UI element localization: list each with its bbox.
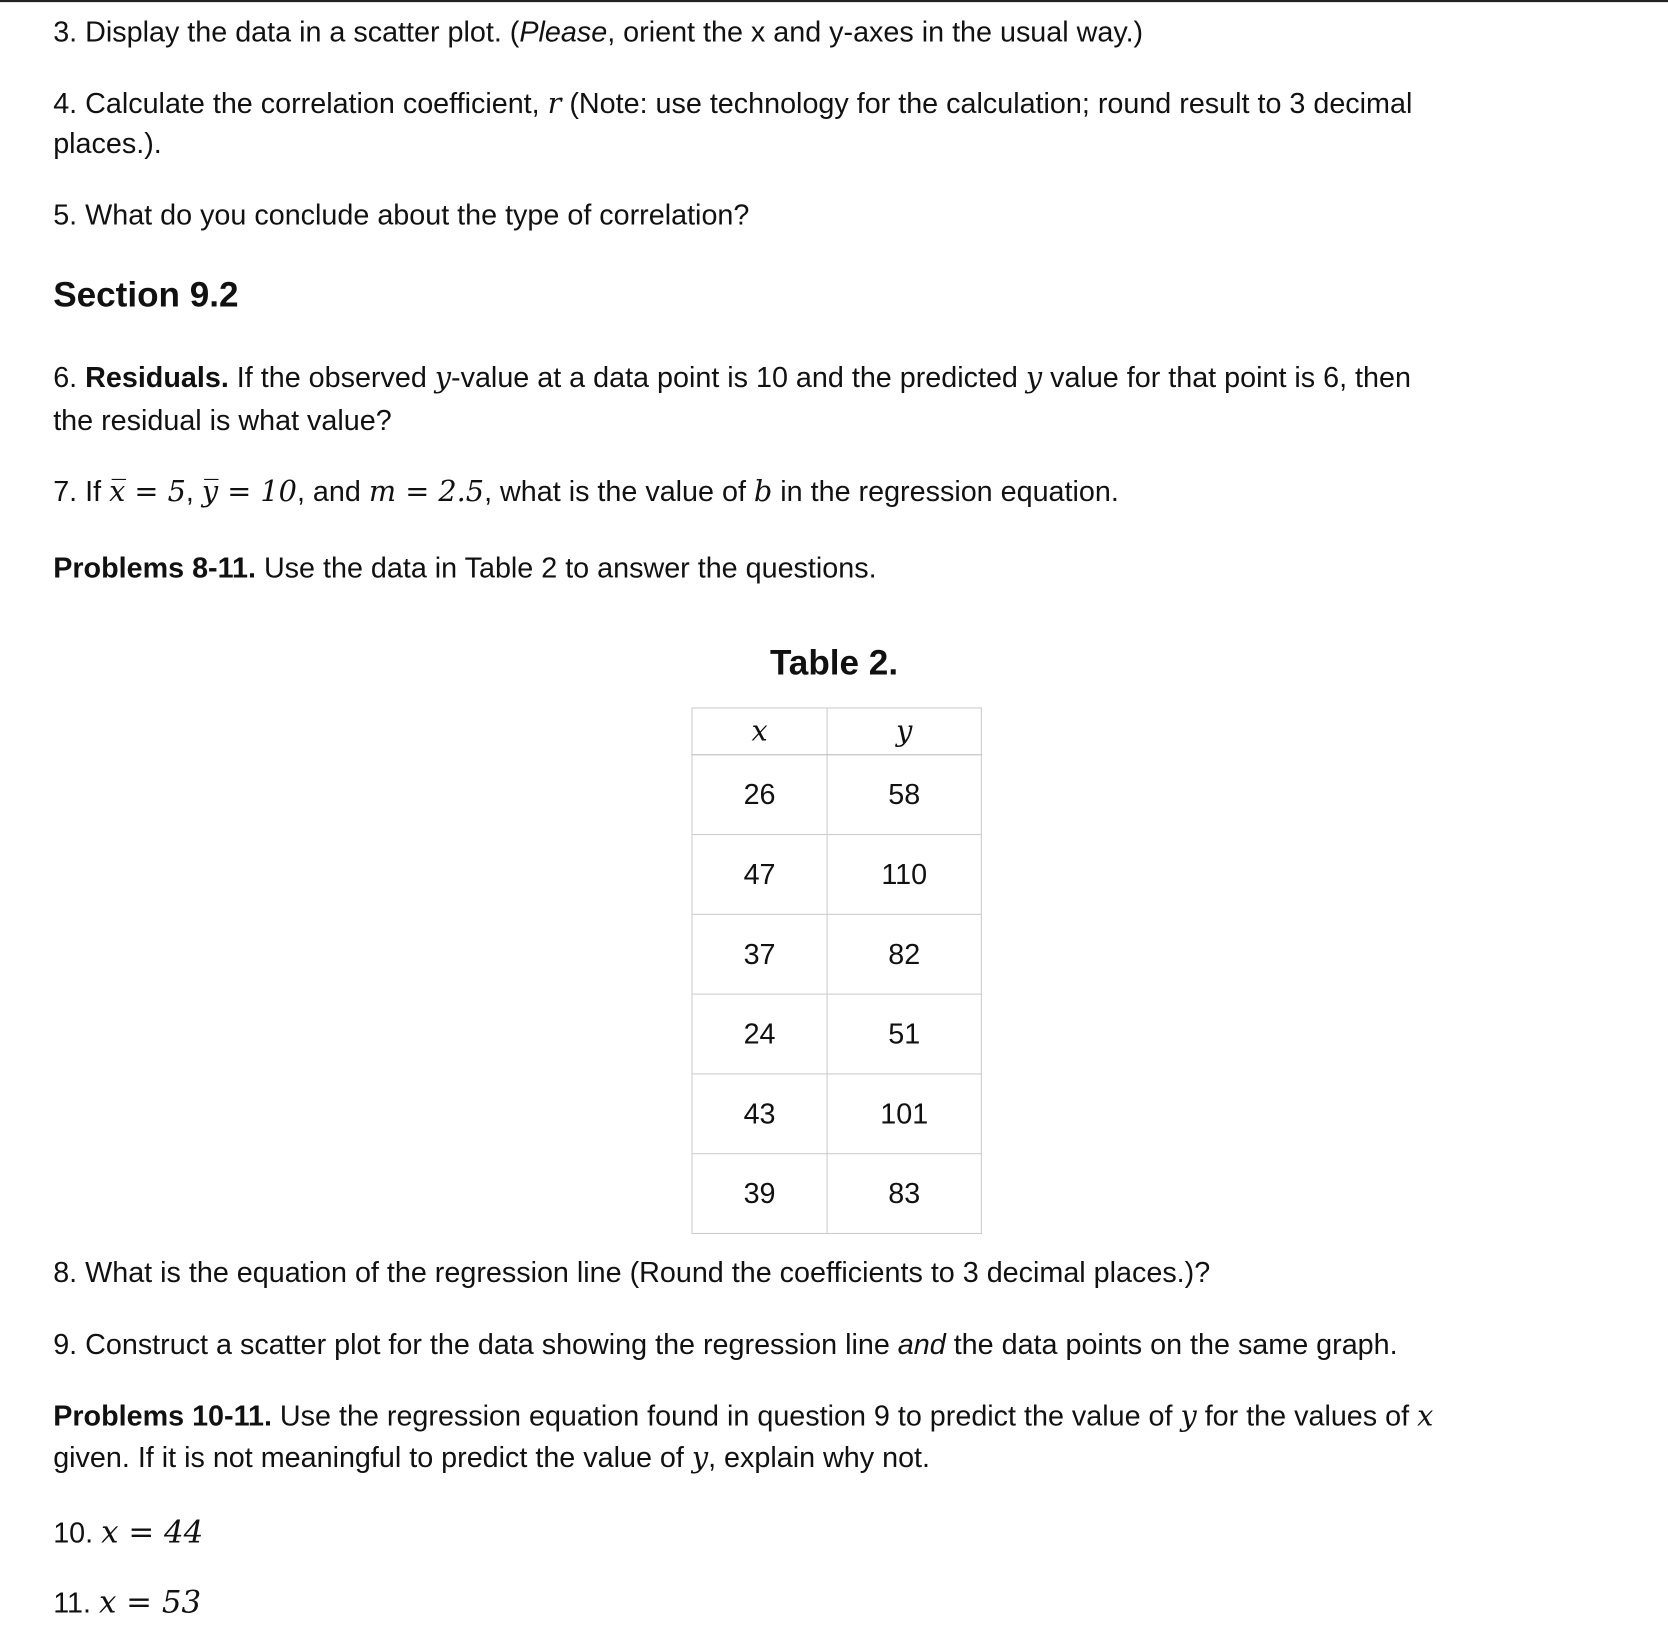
q6-text-b: -value at a data point is 10 and the predicted bbox=[451, 361, 1026, 394]
q3-italic: Please bbox=[519, 15, 608, 48]
cell-x: 26 bbox=[692, 755, 827, 835]
p1011-text-b: for the values of bbox=[1196, 1399, 1418, 1432]
question-9 bbox=[53, 1324, 1397, 1364]
p811-text: Use the data in Table 2 to answer the questions. bbox=[255, 552, 877, 585]
q7-bvar: b bbox=[753, 475, 773, 509]
q3-text-end: , orient the x and y-axes in the usual way.) bbox=[607, 15, 1144, 48]
p1011-line2: given. If it is not meaningful to predict the value of bbox=[53, 1441, 692, 1474]
question-5: 5. What do you conclude about the type of correlation? bbox=[53, 198, 750, 231]
q6-var: y bbox=[434, 361, 452, 395]
header-x: x bbox=[692, 708, 827, 755]
q6-bold: Residuals. bbox=[85, 361, 229, 394]
cell-y: 51 bbox=[827, 994, 981, 1074]
q4-text-end: (Note: use technology for the calculation; round result to 3 decimal bbox=[561, 87, 1413, 120]
question-6 bbox=[53, 357, 1411, 398]
table-title: Table 2. bbox=[769, 642, 899, 682]
p1011-var-y2: y bbox=[691, 1441, 709, 1475]
q6-text-c: value for that point is 6, then bbox=[1042, 361, 1411, 394]
cell-x: 39 bbox=[692, 1154, 827, 1234]
question-4-line2: places.). bbox=[53, 127, 162, 160]
q9-italic: and bbox=[897, 1328, 946, 1361]
table-row bbox=[692, 1074, 981, 1154]
data-table bbox=[691, 707, 981, 1234]
cell-x: 47 bbox=[692, 835, 827, 915]
q10-equation: x = 44 bbox=[101, 1513, 204, 1550]
table-header-row bbox=[692, 708, 981, 755]
cell-y: 58 bbox=[827, 755, 981, 835]
q6-var2: y bbox=[1025, 361, 1043, 395]
table-row bbox=[692, 1154, 981, 1234]
p1011-var-x: x bbox=[1417, 1399, 1434, 1433]
table-row bbox=[692, 994, 981, 1074]
section-heading: Section 9.2 bbox=[53, 274, 239, 314]
table-row bbox=[692, 835, 981, 915]
p1011-var-y: y bbox=[1180, 1399, 1197, 1433]
question-4 bbox=[53, 83, 1412, 124]
p1011-text: Use the regression equation found in question 9 to predict the value of bbox=[271, 1399, 1181, 1432]
q7-ybar: y̅ = 10 bbox=[201, 475, 297, 509]
problems-8-11 bbox=[53, 548, 876, 588]
top-divider bbox=[0, 0, 1668, 2]
cell-y: 110 bbox=[827, 835, 981, 915]
q7-xbar: x̅ = 5 bbox=[109, 475, 186, 509]
q4-text: 4. Calculate the correlation coefficient, bbox=[53, 87, 548, 120]
q9-text-end: the data points on the same graph. bbox=[945, 1328, 1398, 1361]
q3-text: 3. Display the data in a scatter plot. ( bbox=[53, 15, 520, 48]
cell-x: 43 bbox=[692, 1074, 827, 1154]
q7-m: m = 2.5 bbox=[368, 475, 485, 509]
header-y: y bbox=[827, 708, 981, 755]
cell-y: 82 bbox=[827, 914, 981, 994]
p1011-bold: Problems 10-11. bbox=[53, 1399, 272, 1432]
q7-sep2: , and bbox=[296, 475, 369, 508]
question-8: 8. What is the equation of the regression line (Round the coefficients to 3 decimal places.)? bbox=[53, 1256, 1211, 1289]
p1011-line2-end: , explain why not. bbox=[708, 1441, 931, 1474]
q6-num: 6. bbox=[53, 361, 86, 394]
problems-10-11-line2 bbox=[53, 1437, 930, 1478]
table-row bbox=[692, 914, 981, 994]
q7-text-c: in the regression equation. bbox=[772, 475, 1119, 508]
cell-x: 24 bbox=[692, 994, 827, 1074]
question-3 bbox=[53, 12, 1143, 52]
q4-var: r bbox=[547, 87, 562, 121]
q11-equation: x = 53 bbox=[98, 1583, 202, 1621]
q7-text: 7. If bbox=[53, 475, 110, 508]
table-row bbox=[692, 755, 981, 835]
problems-10-11 bbox=[53, 1396, 1433, 1437]
cell-y: 101 bbox=[827, 1074, 981, 1154]
p811-bold: Problems 8-11. bbox=[53, 552, 256, 585]
question-11 bbox=[53, 1582, 201, 1623]
q6-text: If the observed bbox=[228, 361, 435, 394]
q7-text-b: , what is the value of bbox=[484, 475, 754, 508]
question-10 bbox=[53, 1512, 203, 1553]
q11-num: 11. bbox=[53, 1587, 99, 1620]
question-7 bbox=[53, 471, 1119, 512]
q9-text: 9. Construct a scatter plot for the data showing the regression line bbox=[53, 1328, 898, 1361]
cell-y: 83 bbox=[827, 1154, 981, 1234]
question-6-line2: the residual is what value? bbox=[53, 404, 392, 437]
q10-num: 10. bbox=[53, 1516, 102, 1549]
cell-x: 37 bbox=[692, 914, 827, 994]
q7-sep: , bbox=[185, 475, 202, 508]
